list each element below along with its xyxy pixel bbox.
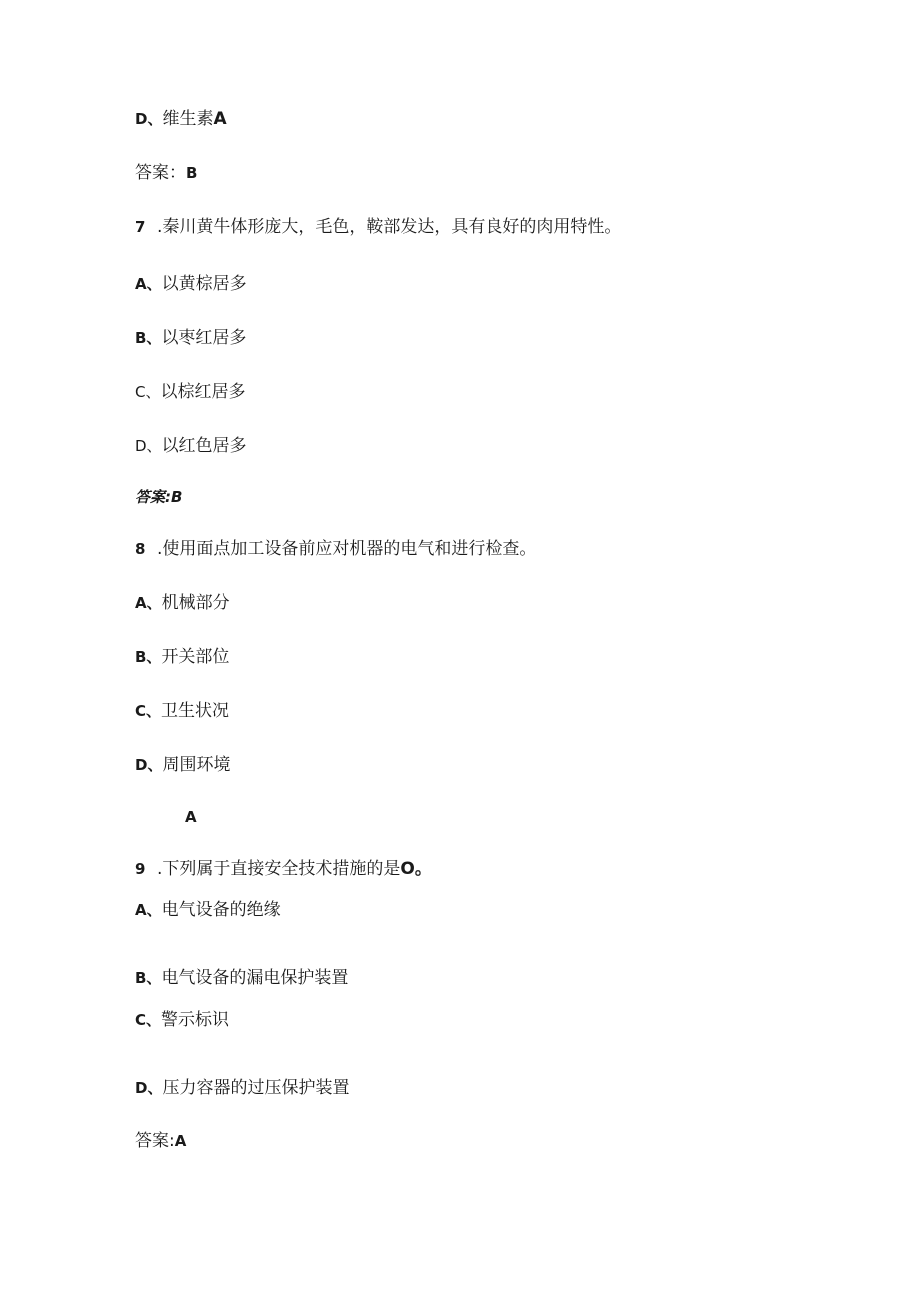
option-text: 电气设备的绝缘 — [161, 900, 281, 920]
q9-option-a — [135, 899, 281, 921]
q7-option-a — [135, 273, 247, 295]
q7-option-b — [135, 327, 246, 349]
question-blank: O。 — [400, 859, 432, 879]
option-text: 以枣红居多 — [161, 328, 247, 348]
q9-answer — [135, 1130, 186, 1152]
option-label: A、 — [135, 275, 162, 293]
answer-label: 答案: — [135, 1131, 175, 1151]
option-text: 以黄棕居多 — [161, 274, 247, 294]
option-label: C、 — [135, 383, 161, 401]
q8-option-a — [135, 592, 230, 614]
option-text: 卫生状况 — [161, 701, 230, 721]
option-text: 机械部分 — [161, 593, 230, 613]
question-text: .秦川黄牛体形庞大，毛色，鞍部发达，具有良好的肉用特性。 — [157, 217, 622, 237]
option-label: A、 — [135, 901, 162, 919]
answer-value: A — [185, 808, 197, 826]
question-text: .下列属于直接安全技术措施的是 — [157, 859, 401, 879]
q6-option-d — [135, 108, 227, 130]
option-text: 维生素 — [162, 109, 214, 129]
q6-answer — [135, 162, 197, 184]
q7-option-c — [135, 381, 245, 403]
option-text: 警示标识 — [161, 1010, 230, 1030]
option-label: A、 — [135, 594, 162, 612]
q7-stem — [135, 216, 621, 238]
option-label: B、 — [135, 969, 162, 987]
option-label: D、 — [135, 756, 163, 774]
answer-label: 答案： — [135, 163, 186, 183]
answer-label: 答案: — [135, 488, 171, 506]
question-number: 9 — [135, 860, 146, 878]
answer-value: A — [174, 1132, 187, 1150]
q8-option-d — [135, 754, 230, 776]
option-text: 周围环境 — [162, 755, 231, 775]
option-text: 压力容器的过压保护装置 — [162, 1078, 350, 1098]
option-label: B、 — [135, 329, 162, 347]
option-label: D、 — [135, 110, 163, 128]
option-text: 开关部位 — [161, 647, 230, 667]
q8-answer — [185, 806, 197, 828]
q9-stem — [135, 858, 432, 880]
q9-option-d — [135, 1077, 349, 1099]
q8-stem — [135, 538, 536, 560]
answer-value: B — [186, 164, 198, 182]
q9-option-c — [135, 1009, 229, 1031]
option-label: D、 — [135, 1079, 163, 1097]
q7-answer — [135, 486, 182, 508]
option-text: 以棕红居多 — [160, 382, 246, 402]
answer-value: B — [171, 488, 183, 506]
option-label: C、 — [135, 702, 162, 720]
question-number: 8 — [135, 540, 146, 558]
option-label: C、 — [135, 1011, 162, 1029]
option-text: 以红色居多 — [161, 436, 247, 456]
option-label: B、 — [135, 648, 162, 666]
q8-option-c — [135, 700, 229, 722]
option-suffix: A — [213, 109, 227, 129]
option-label: D、 — [135, 437, 162, 455]
question-number: 7 — [135, 218, 146, 236]
q9-option-b — [135, 967, 348, 989]
question-text: .使用面点加工设备前应对机器的电气和进行检查。 — [157, 539, 537, 559]
q7-option-d — [135, 435, 247, 457]
option-text: 电气设备的漏电保护装置 — [161, 968, 349, 988]
q8-option-b — [135, 646, 229, 668]
